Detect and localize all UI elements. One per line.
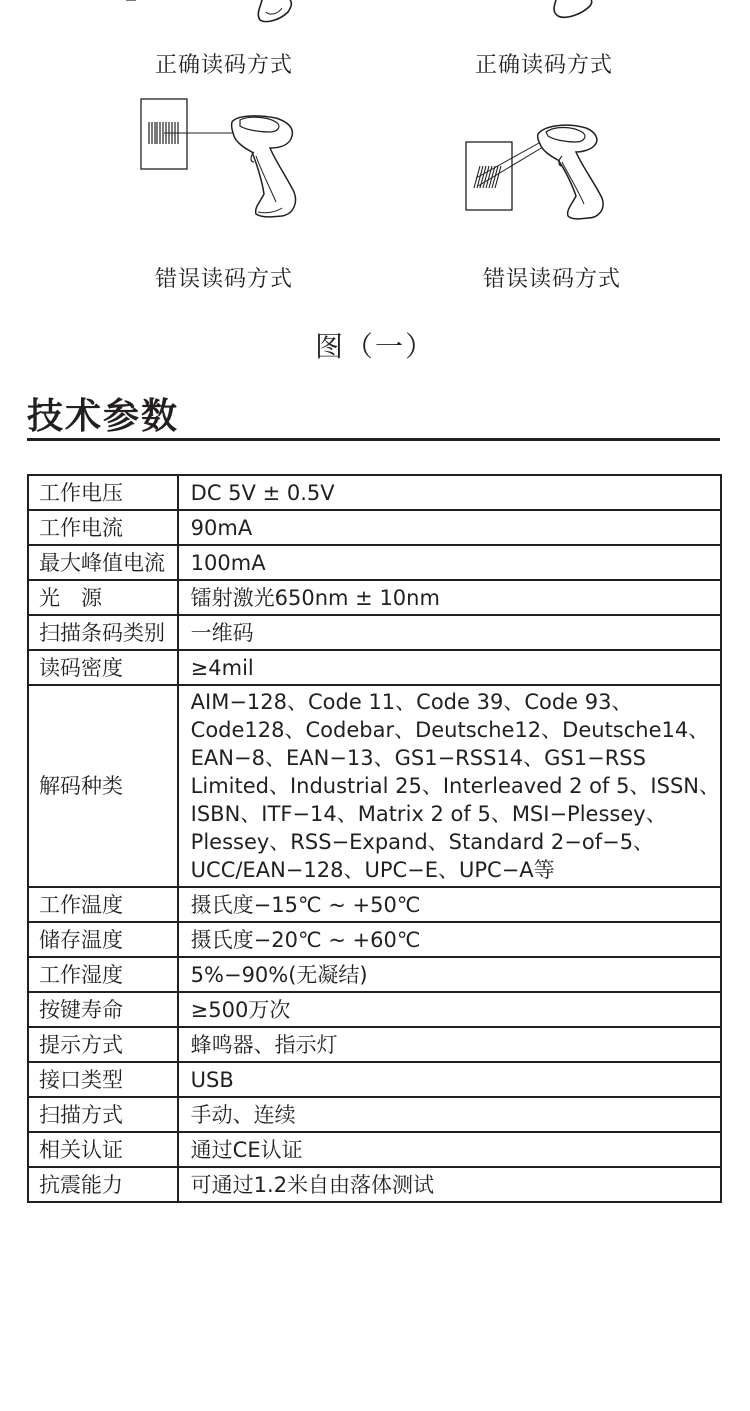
scanner-illustration-correct-left: [120, 0, 320, 30]
spec-value-multiline: [178, 685, 721, 887]
decode-type-line: AIM−128、Code 11、Code 39、Code 93、: [190, 690, 633, 714]
scanner-illustration-wrong-left: [136, 96, 306, 226]
section-divider: [27, 438, 720, 441]
spec-key: 读码密度: [28, 650, 178, 685]
spec-value: USB: [178, 1062, 721, 1097]
spec-value: 100mA: [178, 545, 721, 580]
caption-correct-right: 正确读码方式: [474, 53, 613, 78]
spec-row: [28, 957, 721, 992]
spec-key: 最大峰值电流: [28, 545, 178, 580]
spec-value: 一维码: [178, 615, 721, 650]
spec-key: 提示方式: [28, 1027, 178, 1062]
spec-key: 按键寿命: [28, 992, 178, 1027]
caption-correct-left: 正确读码方式: [154, 53, 293, 78]
figure-label: 图（一）: [314, 330, 435, 363]
spec-row: [28, 1132, 721, 1167]
spec-key: 接口类型: [28, 1062, 178, 1097]
decode-type-line: EAN−8、EAN−13、GS1−RSS14、GS1−RSS: [190, 746, 646, 770]
spec-key: 工作湿度: [28, 957, 178, 992]
spec-value: 摄氏度−15℃ ~ +50℃: [178, 887, 721, 922]
decode-type-line: Plessey、RSS−Expand、Standard 2−of−5、: [190, 830, 655, 854]
spec-key: 储存温度: [28, 922, 178, 957]
spec-value: ≥500万次: [178, 992, 721, 1027]
spec-value: 镭射激光650nm ± 10nm: [178, 580, 721, 615]
spec-value: 手动、连续: [178, 1097, 721, 1132]
spec-key: 光 源: [28, 580, 178, 615]
spec-row: [28, 475, 721, 510]
spec-value: ≥4mil: [178, 650, 721, 685]
spec-row: [28, 650, 721, 685]
spec-key: 工作电压: [28, 475, 178, 510]
spec-table: [27, 474, 722, 1203]
spec-value: 蜂鸣器、指示灯: [178, 1027, 721, 1062]
spec-row: [28, 685, 721, 887]
spec-row: [28, 922, 721, 957]
spec-key: 工作温度: [28, 887, 178, 922]
spec-row: [28, 1167, 721, 1202]
decode-type-line: UCC/EAN−128、UPC−E、UPC−A等: [190, 858, 555, 882]
spec-row: [28, 887, 721, 922]
spec-row: [28, 510, 721, 545]
spec-key: 扫描条码类别: [28, 615, 178, 650]
spec-row: [28, 1097, 721, 1132]
spec-value: 可通过1.2米自由落体测试: [178, 1167, 721, 1202]
spec-value: 摄氏度−20℃ ~ +60℃: [178, 922, 721, 957]
caption-wrong-left: 错误读码方式: [154, 267, 293, 292]
spec-row: [28, 580, 721, 615]
spec-key: 扫描方式: [28, 1097, 178, 1132]
spec-key: 解码种类: [28, 685, 178, 887]
spec-key: 抗震能力: [28, 1167, 178, 1202]
decode-type-line: ISBN、ITF−14、Matrix 2 of 5、MSI−Plessey、: [190, 802, 667, 826]
spec-key: 相关认证: [28, 1132, 178, 1167]
spec-value: 5%−90%(无凝结): [178, 957, 721, 992]
caption-wrong-right: 错误读码方式: [482, 267, 621, 292]
spec-row: [28, 545, 721, 580]
spec-value: 90mA: [178, 510, 721, 545]
scanner-illustration-correct-right: [540, 0, 620, 30]
spec-row: [28, 1062, 721, 1097]
section-title: 技术参数: [27, 396, 180, 437]
decode-type-line: Limited、Industrial 25、Interleaved 2 of 5、ISSN、: [190, 774, 720, 798]
spec-value: 通过CE认证: [178, 1132, 721, 1167]
spec-value: DC 5V ± 0.5V: [178, 475, 721, 510]
scanner-illustration-wrong-right: [462, 120, 632, 230]
spec-row: [28, 615, 721, 650]
decode-type-line: Code128、Codebar、Deutsche12、Deutsche14、: [190, 718, 710, 742]
spec-row: [28, 1027, 721, 1062]
spec-key: 工作电流: [28, 510, 178, 545]
spec-row: [28, 992, 721, 1027]
